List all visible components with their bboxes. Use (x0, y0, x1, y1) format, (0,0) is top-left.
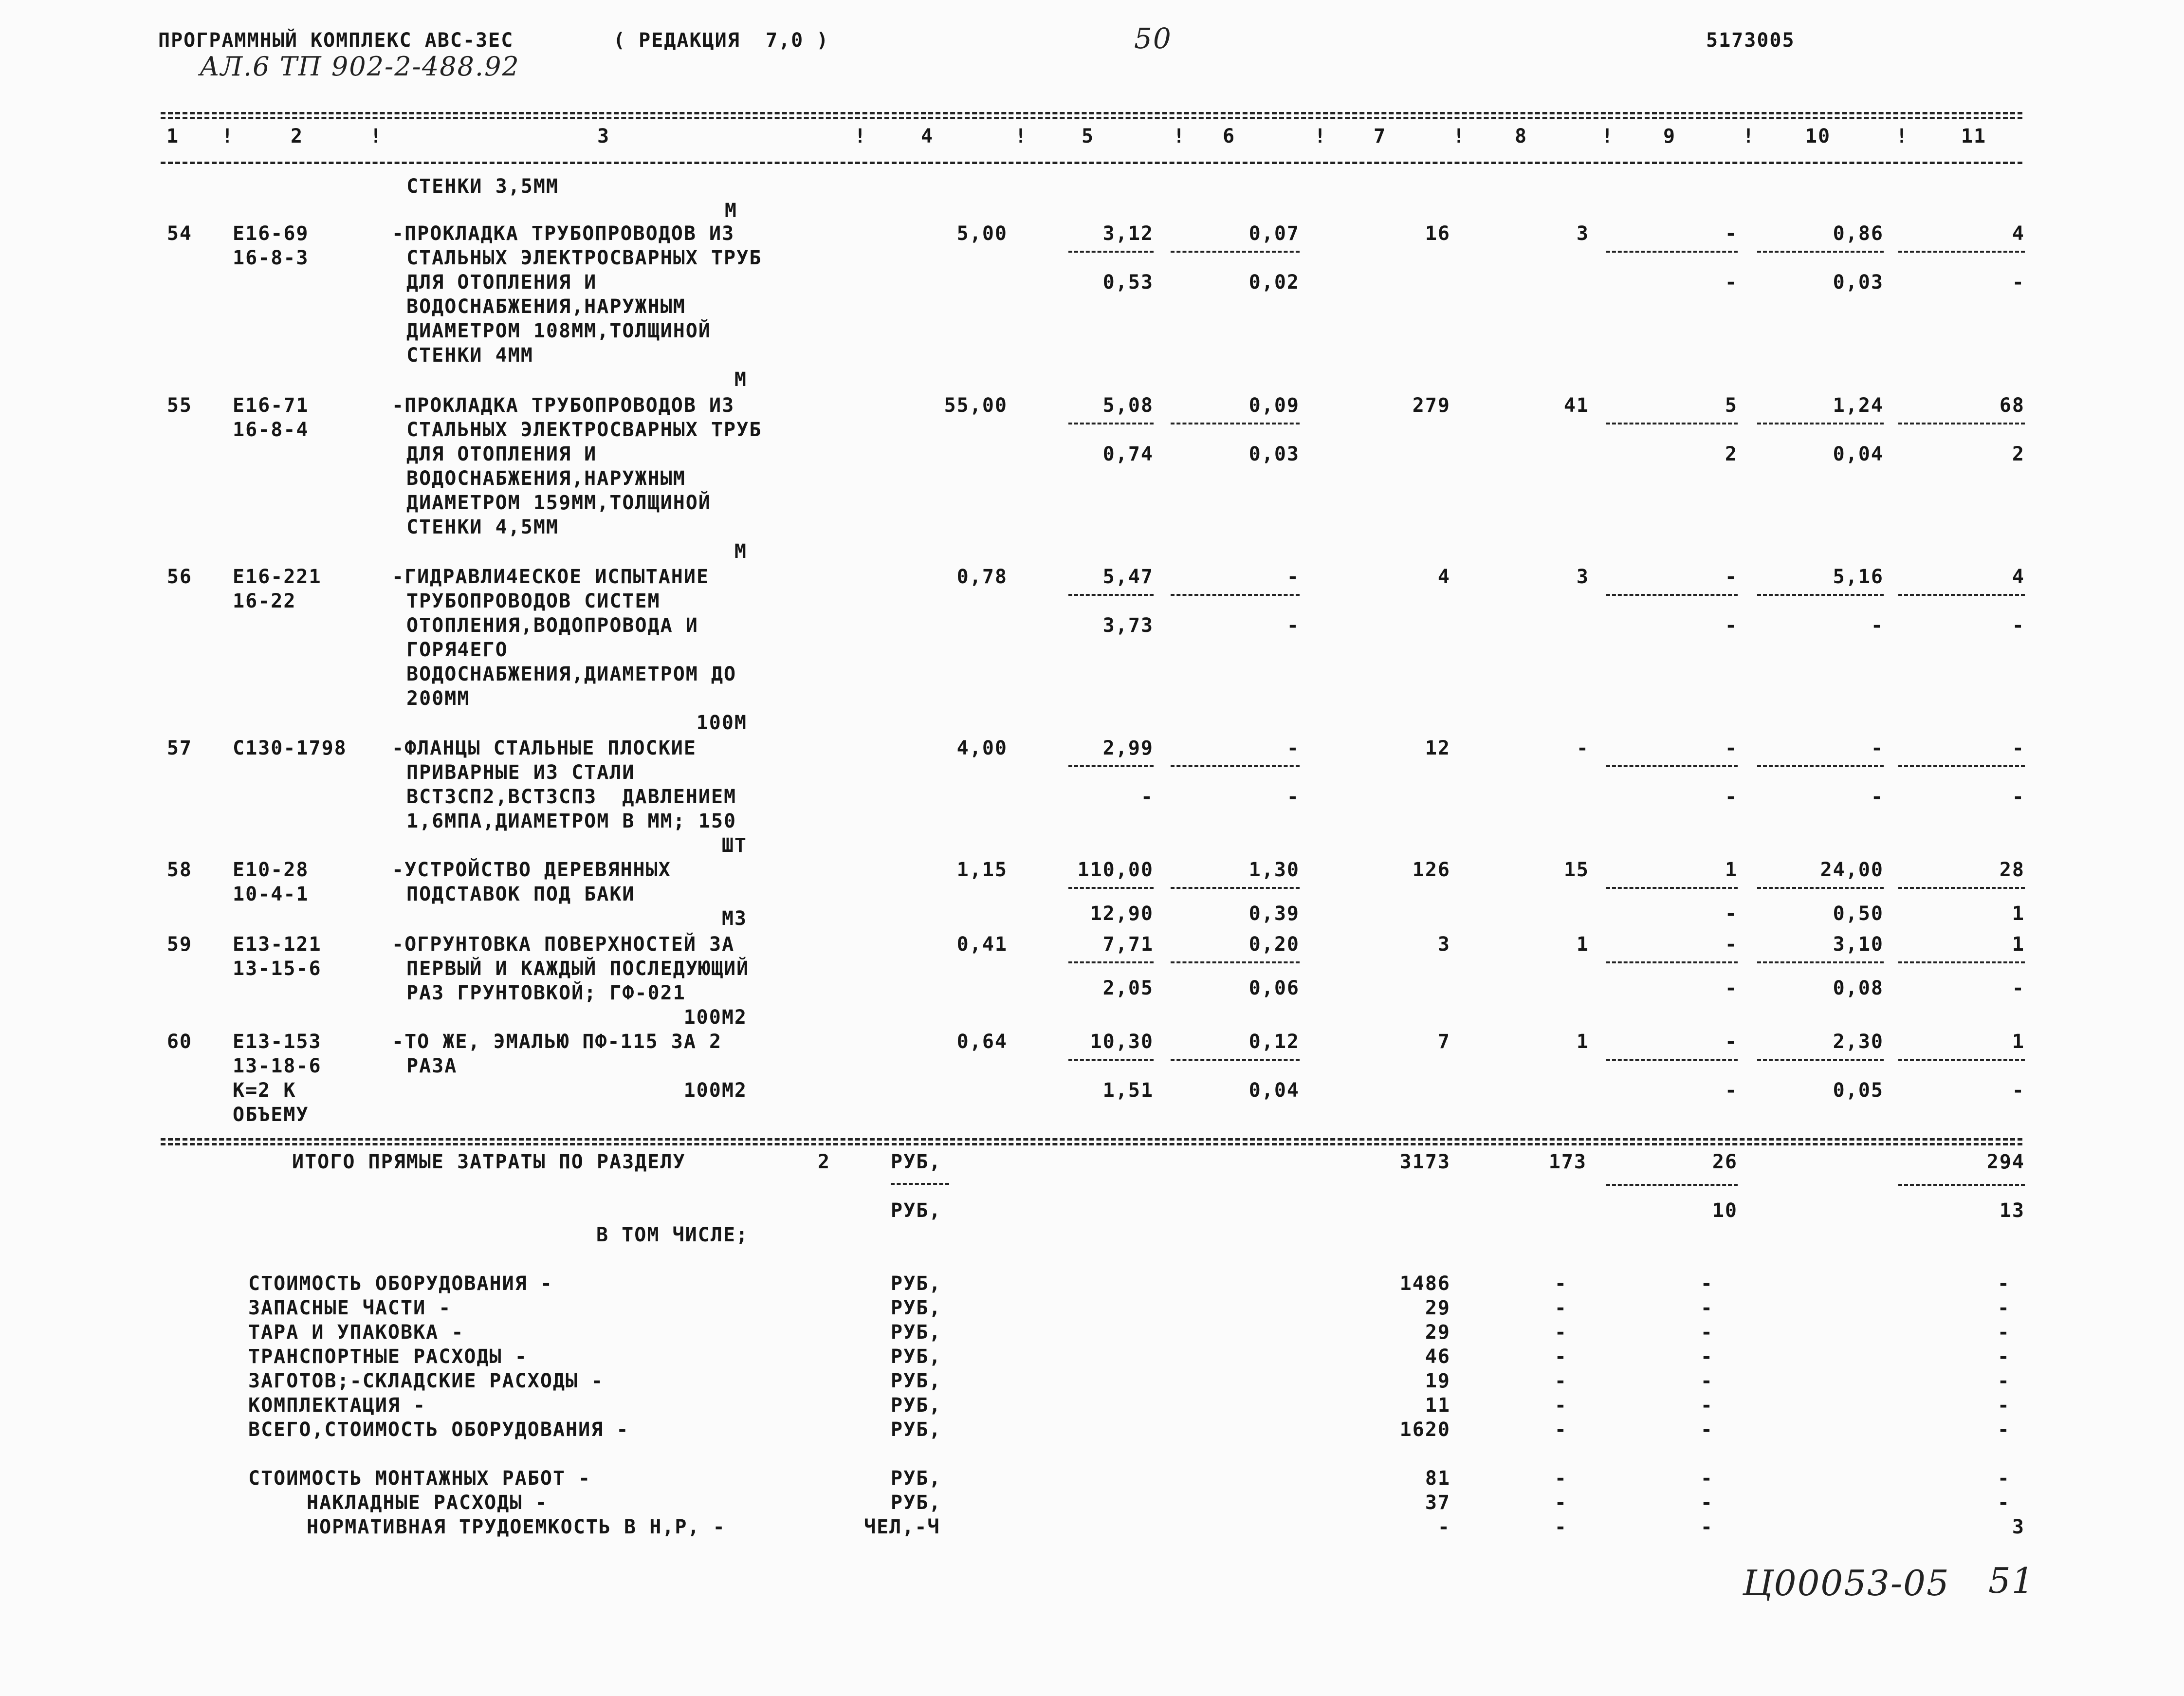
row-col-c5: 5,47 (1102, 566, 1154, 588)
montage-unit: РУБ, (891, 1492, 942, 1514)
breakdown-col8: - (1554, 1272, 1567, 1295)
row-c10-fraction-rule (1757, 251, 1884, 253)
breakdown-col9: - (1700, 1272, 1713, 1295)
montage-col11: 3 (2012, 1516, 2025, 1538)
row-c10-fraction-rule (1757, 1059, 1884, 1061)
row-c11-fraction-rule (1898, 961, 2025, 963)
montage-col7: 81 (1425, 1467, 1450, 1490)
row-code: Е13-121 (233, 933, 322, 956)
row-col-c9: - (1725, 977, 1738, 999)
column-header-cell: 10 (1805, 125, 1831, 147)
row-col-c6: 0,39 (1248, 903, 1300, 925)
row-col-c6: 0,02 (1248, 271, 1300, 294)
row-col-c5: 1,51 (1102, 1079, 1154, 1102)
row-col-c8: 1 (1576, 1031, 1589, 1053)
breakdown-col8: - (1554, 1346, 1567, 1368)
row-col-c6: 0,09 (1248, 394, 1300, 417)
breakdown-label: ВСЕГО,СТОИМОСТЬ ОБОРУДОВАНИЯ - (248, 1419, 629, 1441)
breakdown-col11: - (1997, 1272, 2010, 1295)
row-description-line: ПОДСТАВОК ПОД БАКИ (406, 883, 635, 905)
row-col-c4: 55,00 (944, 394, 1008, 417)
montage-col11: - (1997, 1467, 2010, 1490)
row-col-c11: - (2012, 977, 2025, 999)
row-col-c7: 12 (1425, 737, 1450, 759)
breakdown-col8: - (1554, 1394, 1567, 1417)
breakdown-unit: РУБ, (891, 1370, 942, 1392)
breakdown-col8: - (1554, 1297, 1567, 1319)
row-description-line: -ТО ЖЕ, ЭМАЛЬЮ ПФ-115 ЗА 2 (392, 1031, 722, 1053)
row-c9-fraction-rule (1606, 251, 1738, 253)
header-rule-top (161, 112, 2022, 114)
row-col-c5: 3,73 (1102, 614, 1154, 637)
row-col-c10: 0,50 (1833, 903, 1884, 925)
row-col-c9: - (1725, 903, 1738, 925)
row-c9-fraction-rule (1606, 1059, 1738, 1061)
row-col-c11: 1 (2012, 933, 2025, 956)
row-c5-fraction-rule (1068, 594, 1154, 596)
row-c9-fraction-rule (1606, 961, 1738, 963)
breakdown-col7: 29 (1425, 1321, 1450, 1344)
row-col-c6: 0,07 (1248, 222, 1300, 245)
breakdown-col11: - (1997, 1346, 2010, 1368)
continuation-text: СТЕНКИ 3,5ММ (406, 175, 559, 198)
montage-col8: - (1554, 1467, 1567, 1490)
row-col-c9: - (1725, 786, 1738, 808)
row-col-c10: 1,24 (1833, 394, 1884, 417)
column-header-cell: 8 (1514, 125, 1528, 147)
row-col-c6: 1,30 (1248, 859, 1300, 881)
column-header-cell: 3 (597, 125, 610, 147)
breakdown-unit: РУБ, (891, 1272, 942, 1295)
column-separator: ! (1173, 125, 1186, 147)
row-col-c10: 0,86 (1833, 222, 1884, 245)
row-description-line: СТЕНКИ 4ММ (406, 344, 533, 367)
row-code: Е10-28 (233, 859, 309, 881)
row-code: Е16-71 (233, 394, 309, 417)
row-description-line: ДЛЯ ОТОПЛЕНИЯ И (406, 271, 597, 294)
row-col-c8: 3 (1576, 222, 1589, 245)
row-c11-fraction-rule (1898, 594, 2025, 596)
totals-rule (161, 1138, 2022, 1141)
row-col-c8: 3 (1576, 566, 1589, 588)
column-header-cell: 11 (1961, 125, 1987, 147)
row-description-line: -ГИДРАВЛИ4ЕСКОЕ ИСПЫТАНИЕ (392, 566, 710, 588)
montage-col8: - (1554, 1516, 1567, 1538)
row-code: 13-18-6 (233, 1055, 322, 1077)
row-description-line: СТАЛЬНЫХ ЭЛЕКТРОСВАРНЫХ ТРУБ (406, 419, 762, 441)
row-description-line: -ПРОКЛАДКА ТРУБОПРОВОДОВ ИЗ (392, 394, 735, 417)
breakdown-label: ТАРА И УПАКОВКА - (248, 1321, 464, 1344)
program-title: ПРОГРАММНЫЙ КОМПЛЕКС АВС-3ЕС (158, 29, 514, 52)
column-header-cell: 1 (166, 125, 180, 147)
row-col-c6: - (1286, 566, 1300, 588)
row-c10-fraction-rule (1757, 423, 1884, 424)
breakdown-col11: - (1997, 1321, 2010, 1344)
row-c6-fraction-rule (1171, 887, 1300, 889)
row-col-c11: - (2012, 1079, 2025, 1102)
row-description-line: ТРУБОПРОВОДОВ СИСТЕМ (406, 590, 661, 612)
totals-col9-top: 26 (1712, 1151, 1738, 1173)
row-number: 56 (166, 566, 192, 588)
row-description-line: ВОДОСНАБЖЕНИЯ,НАРУЖНЫМ (406, 467, 686, 490)
row-col-c6: 0,20 (1248, 933, 1300, 956)
totals-col11-bottom: 13 (1999, 1199, 2025, 1222)
doc-code: 5173005 (1706, 29, 1795, 52)
header-rule-bottom (161, 162, 2022, 164)
breakdown-col9: - (1700, 1297, 1713, 1319)
breakdown-unit: РУБ, (891, 1346, 942, 1368)
montage-col9: - (1700, 1516, 1713, 1538)
breakdown-col9: - (1700, 1370, 1713, 1392)
row-col-c10: 0,08 (1833, 977, 1884, 999)
row-col-c5: 12,90 (1090, 903, 1154, 925)
column-separator: ! (221, 125, 235, 147)
row-col-c6: 0,04 (1248, 1079, 1300, 1102)
row-col-c5: 0,53 (1102, 271, 1154, 294)
row-code: 13-15-6 (233, 958, 322, 980)
row-col-c8: 1 (1576, 933, 1589, 956)
row-col-c9: - (1725, 614, 1738, 637)
row-code: Е13-153 (233, 1031, 322, 1053)
row-col-c9: 1 (1725, 859, 1738, 881)
row-col-c9: 2 (1725, 443, 1738, 465)
handwritten-reference: АЛ.6 ТП 902-2-488.92 (200, 51, 520, 82)
totals-rule-2 (161, 1143, 2022, 1145)
totals-col8: 173 (1548, 1151, 1587, 1173)
column-separator: ! (1453, 125, 1466, 147)
row-col-c11: - (2012, 614, 2025, 637)
row-col-c11: - (2012, 786, 2025, 808)
totals-col11-top: 294 (1986, 1151, 2025, 1173)
row-col-c11: - (2012, 737, 2025, 759)
row-description-line: ДИАМЕТРОМ 108ММ,ТОЛЩИНОЙ (406, 320, 711, 342)
row-code: 10-4-1 (233, 883, 309, 905)
breakdown-col7: 1620 (1399, 1419, 1450, 1441)
breakdown-col8: - (1554, 1370, 1567, 1392)
row-col-c5: 110,00 (1077, 859, 1154, 881)
breakdown-col7: 1486 (1399, 1272, 1450, 1295)
row-description-line: 1,6МПА,ДИАМЕТРОМ В ММ; 150 (406, 810, 737, 832)
row-unit: 100М2 (683, 1006, 747, 1029)
montage-unit: РУБ, (891, 1467, 942, 1490)
montage-col8: - (1554, 1492, 1567, 1514)
row-col-c5: 2,05 (1102, 977, 1154, 999)
montage-col7: - (1437, 1516, 1450, 1538)
row-code: Е16-221 (233, 566, 322, 588)
row-c11-fraction-rule (1898, 765, 2025, 767)
row-col-c11: 1 (2012, 903, 2025, 925)
montage-col7: 37 (1425, 1492, 1450, 1514)
row-col-c5: 7,71 (1102, 933, 1154, 956)
row-c9-fraction-rule (1606, 765, 1738, 767)
breakdown-label: КОМПЛЕКТАЦИЯ - (248, 1394, 426, 1417)
row-c5-fraction-rule (1068, 1059, 1154, 1061)
row-description-line: ВСТ3СП2,ВСТ3СП3 ДАВЛЕНИЕМ (406, 786, 737, 808)
row-c6-fraction-rule (1171, 961, 1300, 963)
row-col-c7: 126 (1412, 859, 1450, 881)
column-header-cell: 6 (1222, 125, 1236, 147)
breakdown-col8: - (1554, 1419, 1567, 1441)
row-number: 54 (166, 222, 192, 245)
row-col-c11: 1 (2012, 1031, 2025, 1053)
continuation-unit: М (724, 200, 737, 222)
row-number: 59 (166, 933, 192, 956)
breakdown-col9: - (1700, 1419, 1713, 1441)
row-col-c5: 5,08 (1102, 394, 1154, 417)
column-separator: ! (1015, 125, 1028, 147)
row-col-c10: 2,30 (1833, 1031, 1884, 1053)
row-number: 55 (166, 394, 192, 417)
row-col-c6: - (1286, 614, 1300, 637)
row-c10-fraction-rule (1757, 765, 1884, 767)
row-col-c7: 3 (1437, 933, 1450, 956)
row-unit: М3 (721, 907, 747, 930)
breakdown-col11: - (1997, 1370, 2010, 1392)
totals-col7: 3173 (1399, 1151, 1450, 1173)
breakdown-unit: РУБ, (891, 1419, 942, 1441)
row-col-c11: 28 (1999, 859, 2025, 881)
column-separator: ! (1314, 125, 1327, 147)
row-description-line: ВОДОСНАБЖЕНИЯ,ДИАМЕТРОМ ДО (406, 663, 737, 685)
row-col-c10: 0,04 (1833, 443, 1884, 465)
breakdown-unit: РУБ, (891, 1394, 942, 1417)
row-col-c11: 68 (1999, 394, 2025, 417)
breakdown-label: СТОИМОСТЬ ОБОРУДОВАНИЯ - (248, 1272, 553, 1295)
row-col-c4: 0,41 (956, 933, 1008, 956)
row-c6-fraction-rule (1171, 594, 1300, 596)
row-col-c8: - (1576, 737, 1589, 759)
totals-unit-2: РУБ, (891, 1199, 942, 1222)
row-col-c9: - (1725, 222, 1738, 245)
totals-col11-rule (1898, 1184, 2025, 1186)
row-c6-fraction-rule (1171, 1059, 1300, 1061)
row-col-c7: 16 (1425, 222, 1450, 245)
row-col-c4: 4,00 (956, 737, 1008, 759)
row-description-line: -ФЛАНЦЫ СТАЛЬНЫЕ ПЛОСКИЕ (392, 737, 697, 759)
row-c6-fraction-rule (1171, 423, 1300, 424)
row-description-line: ГОРЯ4ЕГО (406, 639, 508, 661)
row-c11-fraction-rule (1898, 251, 2025, 253)
including-label: В ТОМ ЧИСЛЕ; (596, 1224, 749, 1246)
row-c10-fraction-rule (1757, 594, 1884, 596)
breakdown-col7: 19 (1425, 1370, 1450, 1392)
row-col-c9: 5 (1725, 394, 1738, 417)
row-c5-fraction-rule (1068, 423, 1154, 424)
totals-col9-bottom: 10 (1712, 1199, 1738, 1222)
row-unit: 100М (696, 712, 747, 734)
row-col-c6: 0,03 (1248, 443, 1300, 465)
montage-unit: ЧЕЛ,-Ч (864, 1516, 940, 1538)
row-description-line: СТАЛЬНЫХ ЭЛЕКТРОСВАРНЫХ ТРУБ (406, 247, 762, 269)
row-description-line: ПЕРВЫЙ И КАЖДЫЙ ПОСЛЕДУЮЩИЙ (406, 958, 750, 980)
footer-stamp: Ц00053-05 (1743, 1563, 1950, 1604)
row-c11-fraction-rule (1898, 887, 2025, 889)
montage-col9: - (1700, 1467, 1713, 1490)
row-col-c9: - (1725, 1031, 1738, 1053)
row-col-c9: - (1725, 737, 1738, 759)
row-col-c11: 4 (2012, 566, 2025, 588)
row-number: 60 (166, 1031, 192, 1053)
row-code: К=2 К (233, 1079, 296, 1102)
row-col-c6: 0,06 (1248, 977, 1300, 999)
montage-col11: - (1997, 1492, 2010, 1514)
column-header-cell: 2 (290, 125, 304, 147)
column-header-cell: 7 (1373, 125, 1387, 147)
row-code: С130-1798 (233, 737, 347, 759)
row-unit: 100М2 (683, 1079, 747, 1102)
totals-label: ИТОГО ПРЯМЫЕ ЗАТРАТЫ ПО РАЗДЕЛУ (292, 1151, 686, 1173)
totals-unit: РУБ, (891, 1151, 942, 1173)
row-col-c5: - (1140, 786, 1154, 808)
row-description-line: ОТОПЛЕНИЯ,ВОДОПРОВОДА И (406, 614, 698, 637)
row-description-line: РАЗА (406, 1055, 458, 1077)
row-description-line: РАЗ ГРУНТОВКОЙ; ГФ-021 (406, 982, 686, 1004)
row-col-c5: 0,74 (1102, 443, 1154, 465)
row-c6-fraction-rule (1171, 251, 1300, 253)
breakdown-col7: 29 (1425, 1297, 1450, 1319)
totals-section: 2 (818, 1151, 831, 1173)
breakdown-label: ЗАПАСНЫЕ ЧАСТИ - (248, 1297, 452, 1319)
row-description-line: ДИАМЕТРОМ 159ММ,ТОЛЩИНОЙ (406, 492, 711, 514)
row-col-c5: 10,30 (1090, 1031, 1154, 1053)
row-col-c5: 3,12 (1102, 222, 1154, 245)
row-col-c10: - (1871, 737, 1884, 759)
row-description-line: ДЛЯ ОТОПЛЕНИЯ И (406, 443, 597, 465)
row-description-line: ПРИВАРНЫЕ ИЗ СТАЛИ (406, 761, 635, 784)
row-col-c4: 0,78 (956, 566, 1008, 588)
row-col-c10: - (1871, 614, 1884, 637)
row-col-c4: 5,00 (956, 222, 1008, 245)
row-col-c7: 7 (1437, 1031, 1450, 1053)
row-code: Е16-69 (233, 222, 309, 245)
row-c6-fraction-rule (1171, 765, 1300, 767)
row-col-c10: 0,03 (1833, 271, 1884, 294)
row-col-c7: 279 (1412, 394, 1450, 417)
breakdown-label: ТРАНСПОРТНЫЕ РАСХОДЫ - (248, 1346, 528, 1368)
column-separator: ! (1601, 125, 1615, 147)
row-col-c9: - (1725, 566, 1738, 588)
row-c5-fraction-rule (1068, 765, 1154, 767)
breakdown-col11: - (1997, 1394, 2010, 1417)
breakdown-col7: 46 (1425, 1346, 1450, 1368)
row-c10-fraction-rule (1757, 887, 1884, 889)
row-col-c11: - (2012, 271, 2025, 294)
row-description-line: 200ММ (406, 687, 470, 710)
row-c11-fraction-rule (1898, 423, 2025, 424)
row-unit: М (734, 540, 747, 563)
row-c9-fraction-rule (1606, 423, 1738, 424)
breakdown-col9: - (1700, 1321, 1713, 1344)
column-header-cell: 4 (920, 125, 934, 147)
row-c9-fraction-rule (1606, 887, 1738, 889)
breakdown-col7: 11 (1425, 1394, 1450, 1417)
row-col-c11: 4 (2012, 222, 2025, 245)
column-separator: ! (1896, 125, 1909, 147)
column-header-cell: 9 (1663, 125, 1676, 147)
row-col-c8: 15 (1563, 859, 1589, 881)
montage-label: НАКЛАДНЫЕ РАСХОДЫ - (307, 1492, 548, 1514)
breakdown-label: ЗАГОТОВ;-СКЛАДСКИЕ РАСХОДЫ - (248, 1370, 604, 1392)
breakdown-col9: - (1700, 1346, 1713, 1368)
row-col-c8: 41 (1563, 394, 1589, 417)
totals-unit-rule (891, 1183, 949, 1185)
row-col-c5: 2,99 (1102, 737, 1154, 759)
breakdown-col8: - (1554, 1321, 1567, 1344)
row-number: 58 (166, 859, 192, 881)
row-col-c6: - (1286, 737, 1300, 759)
page-number: 50 (1134, 22, 1172, 55)
montage-col9: - (1700, 1492, 1713, 1514)
breakdown-unit: РУБ, (891, 1297, 942, 1319)
montage-label: НОРМАТИВНАЯ ТРУДОЕМКОСТЬ В Н,Р, - (307, 1516, 726, 1538)
row-col-c7: 4 (1437, 566, 1450, 588)
row-col-c10: - (1871, 786, 1884, 808)
row-col-c4: 0,64 (956, 1031, 1008, 1053)
row-code: 16-8-4 (233, 419, 309, 441)
column-separator: ! (1743, 125, 1756, 147)
row-col-c6: 0,12 (1248, 1031, 1300, 1053)
row-col-c11: 2 (2012, 443, 2025, 465)
row-c5-fraction-rule (1068, 961, 1154, 963)
sheet-number: 51 (1988, 1560, 2035, 1601)
row-col-c4: 1,15 (956, 859, 1008, 881)
row-col-c6: - (1286, 786, 1300, 808)
edition-label: ( РЕДАКЦИЯ 7,0 ) (613, 29, 829, 52)
row-c11-fraction-rule (1898, 1059, 2025, 1061)
column-header-cell: 5 (1081, 125, 1095, 147)
row-code: ОБЪЕМУ (233, 1104, 309, 1126)
breakdown-unit: РУБ, (891, 1321, 942, 1344)
row-c5-fraction-rule (1068, 887, 1154, 889)
breakdown-col11: - (1997, 1297, 2010, 1319)
breakdown-col9: - (1700, 1394, 1713, 1417)
header-rule-top-2 (161, 117, 2022, 119)
montage-label: СТОИМОСТЬ МОНТАЖНЫХ РАБОТ - (248, 1467, 591, 1490)
row-description-line: ВОДОСНАБЖЕНИЯ,НАРУЖНЫМ (406, 295, 686, 318)
row-col-c9: - (1725, 1079, 1738, 1102)
row-col-c9: - (1725, 933, 1738, 956)
row-c5-fraction-rule (1068, 251, 1154, 253)
row-c10-fraction-rule (1757, 961, 1884, 963)
breakdown-col11: - (1997, 1419, 2010, 1441)
row-c9-fraction-rule (1606, 594, 1738, 596)
row-unit: ШТ (721, 834, 747, 857)
row-code: 16-8-3 (233, 247, 309, 269)
row-number: 57 (166, 737, 192, 759)
row-col-c9: - (1725, 271, 1738, 294)
row-description-line: -ОГРУНТОВКА ПОВЕРХНОСТЕЙ ЗА (392, 933, 735, 956)
row-unit: М (734, 369, 747, 391)
row-description-line: -УСТРОЙСТВО ДЕРЕВЯННЫХ (392, 859, 671, 881)
row-description-line: СТЕНКИ 4,5ММ (406, 516, 559, 538)
row-code: 16-22 (233, 590, 296, 612)
row-col-c10: 5,16 (1833, 566, 1884, 588)
column-separator: ! (854, 125, 867, 147)
row-col-c10: 24,00 (1820, 859, 1884, 881)
row-col-c10: 0,05 (1833, 1079, 1884, 1102)
row-col-c10: 3,10 (1833, 933, 1884, 956)
totals-col9-rule (1606, 1184, 1738, 1186)
row-description-line: -ПРОКЛАДКА ТРУБОПРОВОДОВ ИЗ (392, 222, 735, 245)
column-separator: ! (370, 125, 383, 147)
